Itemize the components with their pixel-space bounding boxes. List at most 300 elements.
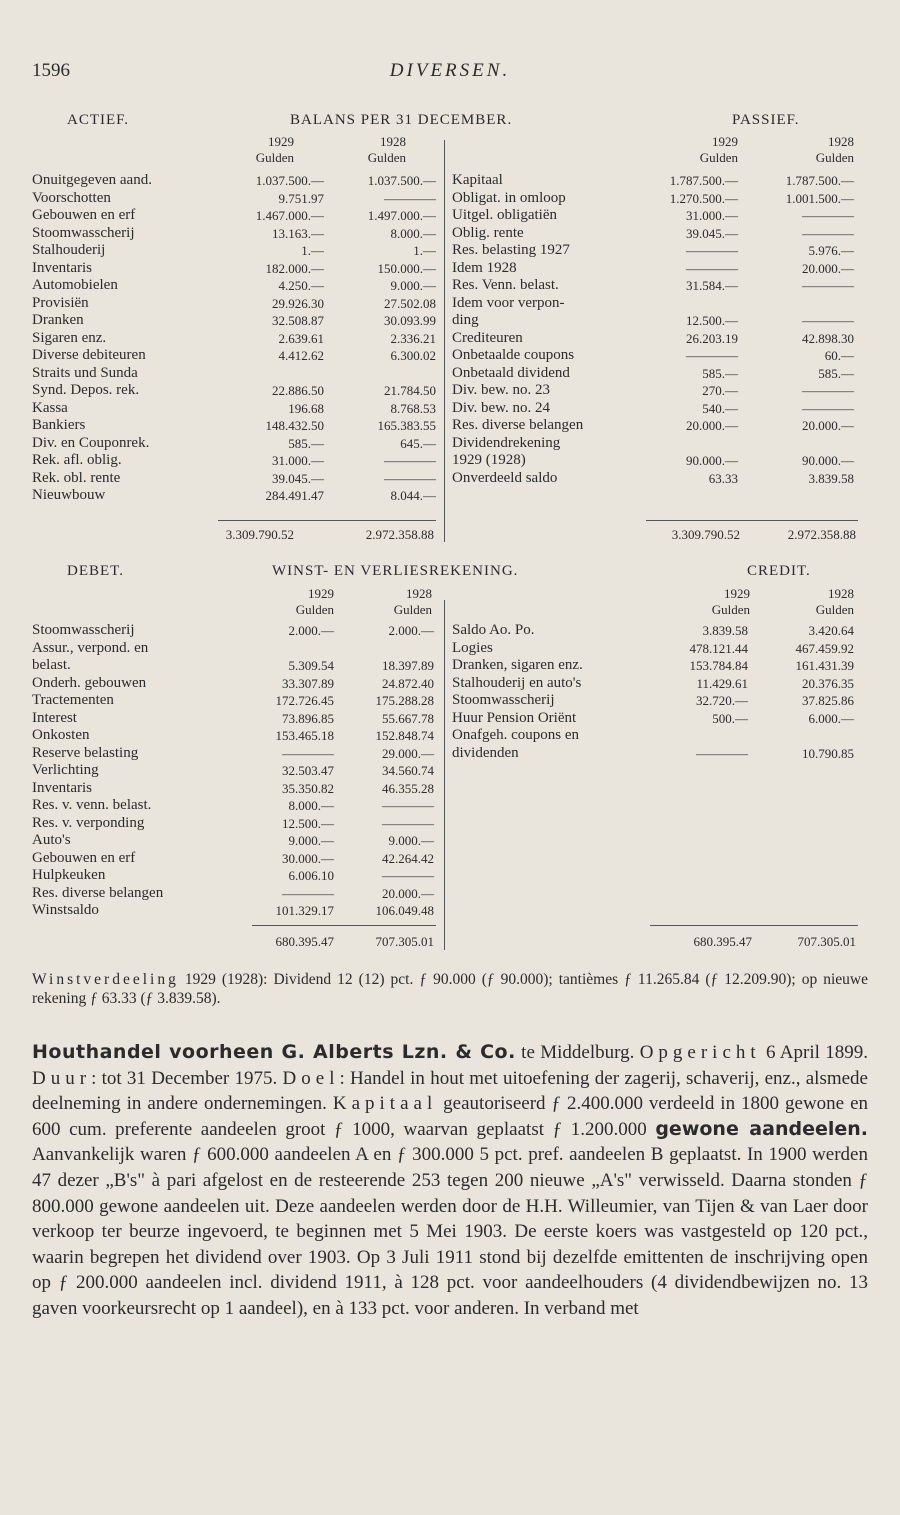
debet-row	[32, 797, 436, 815]
actief-value-1929: 29.926.30	[272, 295, 324, 311]
actief-value-1928: 9.000.—	[390, 278, 436, 293]
passief-value-1928	[740, 435, 856, 453]
balance-title: BALANS PER 31 DECEMBER.	[290, 112, 513, 128]
actief-row	[32, 365, 438, 383]
actief-value-1929: 284.491.47	[265, 488, 324, 503]
passief-label: Idem voor verpon-	[452, 294, 565, 311]
credit-value-1928: 6.000.—	[808, 710, 854, 726]
company-location: te Middelburg.	[515, 1042, 635, 1063]
debet-row	[32, 745, 436, 763]
actief-row	[32, 207, 438, 225]
bold-gewone-aandeelen: gewone aandeelen.	[655, 1117, 868, 1140]
credit-label: Huur Pension Oriënt	[452, 709, 577, 726]
actief-total-1929: 3.309.790.52	[225, 527, 294, 542]
passief-label: Onverdeeld saldo	[452, 469, 558, 486]
actief-row	[32, 277, 438, 295]
label-duur: Duur	[32, 1067, 92, 1089]
actief-label: Bankiers	[32, 417, 86, 433]
credit-value-1929: 478.121.44	[689, 640, 748, 656]
passief-row	[452, 417, 856, 435]
debet-row	[32, 692, 436, 710]
passief-value-1928: ————	[802, 313, 854, 328]
actief-value-1929: 1.—	[301, 243, 324, 258]
actief-value-1929: 148.432.50	[265, 418, 324, 433]
debet-row	[32, 622, 436, 640]
passief-value-1928: ————	[802, 278, 854, 293]
debet-value-1928: ————	[382, 815, 434, 831]
credit-sum-rule	[650, 925, 858, 926]
actief-value-1928	[326, 365, 438, 383]
passief-table	[452, 172, 856, 487]
actief-value-1929: 585.—	[288, 435, 324, 451]
passief-value-1929: 31.000.—	[686, 208, 738, 223]
actief-value-1929: 2.639.61	[278, 330, 324, 346]
credit-value-1928: 3.420.64	[808, 623, 854, 638]
debet-label: Verlichting	[32, 762, 99, 778]
actief-value-1929: 1.037.500.—	[255, 173, 324, 188]
credit-row	[452, 745, 856, 763]
credit-value-1929	[632, 727, 750, 745]
actief-year1-header: 1929 Gulden	[255, 134, 294, 165]
passief-value-1928: 1.001.500.—	[785, 190, 854, 206]
label-opgericht: Opgericht	[639, 1042, 761, 1063]
actief-value-1929: 13.163.—	[272, 225, 324, 241]
credit-label: Saldo Ao. Po.	[452, 622, 535, 638]
debet-label: Hulpkeuken	[32, 867, 106, 883]
actief-value-1929: 32.508.87	[272, 313, 324, 328]
credit-value-1928: 467.459.92	[795, 640, 854, 656]
credit-value-1928	[750, 727, 856, 745]
passief-label: Div. bew. no. 24	[452, 399, 551, 416]
debet-label: Winstsaldo	[32, 902, 99, 918]
debet-value-1929: 35.350.82	[282, 780, 334, 796]
credit-value-1929: 153.784.84	[689, 658, 748, 673]
passief-value-1928: ————	[802, 400, 854, 416]
actief-table	[32, 172, 438, 505]
debet-value-1929: 12.500.—	[282, 815, 334, 831]
credit-label: Stoomwasscherij	[452, 692, 555, 708]
company-article	[32, 1040, 868, 1322]
winstverdeeling-note	[32, 970, 868, 1008]
credit-value-1929: 500.—	[712, 710, 748, 726]
actief-value-1928: 1.037.500.—	[367, 173, 436, 188]
actief-value-1928: ————	[384, 470, 436, 486]
actief-value-1928: 27.502.08	[384, 295, 436, 311]
credit-row	[452, 657, 856, 675]
debet-label: Reserve belasting	[32, 744, 139, 761]
actief-sum-rule	[218, 520, 436, 521]
debet-value-1928: 106.049.48	[375, 903, 434, 918]
actief-label: Inventaris	[32, 259, 92, 276]
actief-label: Onuitgegeven aand.	[32, 172, 152, 188]
actief-value-1929: 9.751.97	[278, 190, 324, 206]
actief-value-1929: 4.412.62	[278, 348, 324, 363]
debet-value-1929: 30.000.—	[282, 850, 334, 866]
pl-divider	[444, 600, 445, 950]
actief-row	[32, 417, 438, 435]
passief-value-1929: 270.—	[702, 383, 738, 398]
debet-value-1928: 34.560.74	[382, 763, 434, 778]
passief-value-1928: 20.000.—	[802, 260, 854, 276]
debet-value-1929: ————	[282, 745, 334, 761]
passief-row	[452, 172, 856, 190]
passief-label: Onbetaalde coupons	[452, 347, 575, 363]
credit-year1-header: 1929 Gulden	[711, 586, 750, 617]
debet-value-1929: 32.503.47	[282, 763, 334, 778]
credit-total-1929: 680.395.47	[693, 934, 752, 949]
text-kapitaal: geautoriseerd ƒ 2.400.000 verdeeld in 1800 gewone en 600 cum. preferente aandeelen groot ƒ 1000, waarvan geplaatst ƒ 1.200.000	[32, 1093, 869, 1140]
actief-value-1929: 39.045.—	[272, 470, 324, 486]
debet-value-1929: 153.465.18	[275, 728, 334, 743]
label-kapitaal: Kapitaal	[332, 1093, 438, 1115]
debet-row	[32, 815, 436, 833]
page-header	[32, 60, 868, 86]
debet-label: Gebouwen en erf	[32, 849, 136, 866]
actief-label: Synd. Depos. rek.	[32, 382, 140, 398]
passief-value-1929: 540.—	[702, 400, 738, 416]
actief-value-1929: 4.250.—	[278, 278, 324, 293]
text-duur: : tot 31 December 1975.	[91, 1067, 283, 1089]
passief-value-1929	[628, 435, 740, 453]
actief-row	[32, 382, 438, 400]
company-name: Houthandel voorheen G. Alberts Lzn. & Co.	[32, 1041, 516, 1063]
actief-label: Nieuwbouw	[32, 487, 106, 503]
debet-label: Auto's	[32, 832, 71, 848]
credit-value-1928: 10.790.85	[802, 745, 854, 761]
passief-label: Crediteuren	[452, 329, 523, 346]
actief-row	[32, 487, 438, 505]
debet-total-1928: 707.305.01	[375, 934, 434, 949]
passief-label: Div. bew. no. 23	[452, 382, 551, 398]
debet-value-1928: ————	[382, 868, 434, 883]
credit-heading: CREDIT.	[747, 563, 811, 579]
winstverdeeling-text: 1929 (1928): Dividend 12 (12) pct. ƒ 90.000 (ƒ 90.000); tantièmes ƒ 11.265.84 (ƒ 12.209.90); op nieuwe rekening ƒ 63.33 (ƒ 3.839.58).	[32, 971, 868, 1007]
actief-label: Provisiën	[32, 294, 89, 311]
passief-value-1928: ————	[802, 383, 854, 398]
debet-row	[32, 710, 436, 728]
debet-value-1929: 9.000.—	[288, 833, 334, 848]
debet-heading: DEBET.	[67, 563, 124, 579]
debet-label: Stoomwasscherij	[32, 622, 135, 638]
actief-value-1928: 8.044.—	[390, 488, 436, 503]
credit-label: Logies	[452, 639, 493, 656]
debet-row	[32, 832, 436, 850]
text-history: Aanvankelijk waren ƒ 600.000 aandeelen A en ƒ 300.000 5 pct. pref. aandeelen B geplaatst. In 1900 werden 47 dezer „B's" à pari afgelost en de resteerende 253 tegen 200 nieuwe „A's" verwisseld. Daarna stonden ƒ 800.000 gewone aandeelen uit. Deze aandeelen werden door de H.H. Willeumier, van Tijen & van Laer door verkoop ter beurze ingevoerd, te beginnen met 5 Mei 1903. De eerste koers was vastgesteld op 120 pct., waarin begrepen het dividend over 1903. Op 3 Juli 1911 stond bij dezelfde emittenten de inschrijving open op ƒ 200.000 aandeelen incl. dividend 1911, à 128 pct. voor aandeelhouders (4 dividendbewijzen no. 13 gaven voorkeursrecht op 1 aandeel), en à 133 pct. voor anderen. In verband met	[32, 1144, 868, 1319]
passief-value-1929: 12.500.—	[686, 313, 738, 328]
passief-row	[452, 260, 856, 278]
text-doel: : Handel in hout met uitoefening der zagerij, schaverij, enz., alsmede deelneming in andere ondernemingen.	[32, 1067, 868, 1115]
debet-value-1929: 33.307.89	[282, 675, 334, 691]
debet-value-1928: 18.397.89	[382, 658, 434, 673]
balance-divider	[444, 140, 445, 542]
passief-value-1928: 20.000.—	[802, 418, 854, 433]
page-number: 1596	[32, 60, 70, 81]
passief-label: Kapitaal	[452, 172, 503, 188]
debet-label: Res. v. verponding	[32, 814, 145, 831]
actief-value-1929: 22.886.50	[272, 383, 324, 398]
passief-year1-header: 1929 Gulden	[699, 134, 738, 165]
credit-row	[452, 727, 856, 745]
actief-value-1928: 1.—	[413, 243, 436, 258]
passief-label: Res. belasting 1927	[452, 242, 570, 258]
passief-row	[452, 435, 856, 453]
actief-value-1928: 8.768.53	[390, 400, 436, 416]
actief-value-1928: 6.300.02	[390, 348, 436, 363]
debet-value-1928: 2.000.—	[388, 623, 434, 638]
debet-value-1929: 73.896.85	[282, 710, 334, 726]
passief-row	[452, 225, 856, 243]
credit-label: Stalhouderij en auto's	[452, 674, 582, 691]
passief-value-1928: ————	[802, 208, 854, 223]
pl-title: WINST- EN VERLIESREKENING.	[272, 563, 519, 579]
debet-value-1928: 152.848.74	[375, 728, 434, 743]
debet-row	[32, 867, 436, 885]
actief-value-1928: 30.093.99	[384, 313, 436, 328]
debet-value-1928: 20.000.—	[382, 885, 434, 901]
actief-label: Rek. obl. rente	[32, 469, 121, 486]
actief-value-1929	[216, 365, 326, 383]
credit-table	[452, 622, 856, 762]
debet-value-1928	[336, 640, 436, 658]
passief-label: Res. diverse belangen	[452, 417, 584, 433]
actief-row	[32, 435, 438, 453]
passief-label: Onbetaald dividend	[452, 364, 570, 381]
debet-label: Interest	[32, 709, 77, 726]
credit-label: dividenden	[452, 744, 519, 761]
passief-value-1929: 90.000.—	[686, 453, 738, 468]
passief-row	[452, 452, 856, 470]
passief-value-1929: ————	[686, 348, 738, 363]
passief-value-1928: 42.898.30	[802, 330, 854, 346]
debet-year1-header: 1929 Gulden	[295, 586, 334, 617]
debet-value-1928: 175.288.28	[375, 693, 434, 708]
actief-row	[32, 225, 438, 243]
passief-row	[452, 382, 856, 400]
actief-value-1928: 645.—	[400, 435, 436, 451]
actief-total-1928: 2.972.358.88	[365, 527, 434, 542]
debet-row	[32, 657, 436, 675]
actief-label: Stoomwasscherij	[32, 224, 135, 241]
actief-label: Voorschotten	[32, 189, 111, 206]
passief-row	[452, 365, 856, 383]
credit-total-1928: 707.305.01	[797, 934, 856, 949]
passief-value-1928: 90.000.—	[802, 453, 854, 468]
actief-label: Sigaren enz.	[32, 329, 107, 346]
actief-value-1929: 31.000.—	[272, 453, 324, 468]
passief-value-1929: 31.584.—	[686, 278, 738, 293]
debet-row	[32, 727, 436, 745]
debet-label: Res. v. venn. belast.	[32, 797, 152, 813]
debet-year2-header: 1928 Gulden	[393, 586, 432, 617]
passief-value-1929: 39.045.—	[686, 225, 738, 241]
passief-label: Res. Venn. belast.	[452, 277, 559, 293]
passief-value-1928: 60.—	[824, 348, 854, 363]
debet-total-1929: 680.395.47	[275, 934, 334, 949]
debet-value-1928: 24.872.40	[382, 675, 434, 691]
debet-value-1928: 42.264.42	[382, 850, 434, 866]
credit-value-1929: 11.429.61	[696, 675, 748, 691]
credit-row	[452, 692, 856, 710]
actief-value-1929: 182.000.—	[265, 260, 324, 276]
credit-row	[452, 675, 856, 693]
passief-total-1928: 2.972.358.88	[787, 527, 856, 542]
debet-value-1929: 101.329.17	[275, 903, 334, 918]
actief-row	[32, 242, 438, 260]
actief-value-1928: 21.784.50	[384, 383, 436, 398]
passief-value-1929: 63.33	[708, 470, 738, 486]
text-opgericht: 6 April 1899.	[760, 1042, 868, 1063]
credit-value-1928: 20.376.35	[802, 675, 854, 691]
credit-value-1929: 32.720.—	[696, 693, 748, 708]
actief-row	[32, 452, 438, 470]
passief-label: Dividendrekening	[452, 434, 561, 451]
debet-value-1929: 2.000.—	[288, 623, 334, 638]
credit-label: Dranken, sigaren enz.	[452, 657, 583, 673]
credit-value-1928: 161.431.39	[795, 658, 854, 673]
winstverdeeling-label: Winstverdeeling	[32, 971, 179, 988]
passief-row	[452, 347, 856, 365]
passief-total-1929: 3.309.790.52	[671, 527, 740, 542]
passief-value-1929: ————	[686, 243, 738, 258]
passief-label: Idem 1928	[452, 259, 517, 276]
debet-label: Inventaris	[32, 779, 92, 796]
actief-label: Dranken	[32, 312, 84, 328]
actief-value-1928: 150.000.—	[377, 260, 436, 276]
passief-value-1929: 26.203.19	[686, 330, 738, 346]
passief-value-1928: 5.976.—	[808, 243, 854, 258]
actief-label: Gebouwen en erf	[32, 207, 136, 223]
debet-value-1929: 5.309.54	[288, 658, 334, 673]
passief-row	[452, 470, 856, 488]
passief-row	[452, 312, 856, 330]
actief-value-1929: 1.467.000.—	[255, 208, 324, 223]
actief-label: Stalhouderij	[32, 242, 106, 258]
passief-label: Oblig. rente	[452, 224, 524, 241]
actief-value-1928: 165.383.55	[377, 418, 436, 433]
pl-headings	[32, 563, 868, 585]
debet-row	[32, 885, 436, 903]
passief-value-1928: 585.—	[818, 365, 854, 381]
passief-year2-header: 1928 Gulden	[815, 134, 854, 165]
debet-row	[32, 640, 436, 658]
running-title: DIVERSEN.	[389, 60, 511, 81]
debet-value-1928: 46.355.28	[382, 780, 434, 796]
balance-headings	[32, 112, 868, 134]
actief-heading: ACTIEF.	[67, 112, 130, 128]
actief-value-1928: ————	[384, 453, 436, 468]
actief-label: Automobielen	[32, 277, 118, 293]
passief-sum-rule	[646, 520, 858, 521]
debet-label: belast.	[32, 657, 71, 673]
actief-label: Rek. afl. oblig.	[32, 452, 122, 468]
actief-row	[32, 330, 438, 348]
passief-row	[452, 277, 856, 295]
passief-row	[452, 242, 856, 260]
credit-row	[452, 710, 856, 728]
debet-value-1929: 6.006.10	[288, 868, 334, 883]
debet-label: Onderh. gebouwen	[32, 674, 147, 691]
label-doel: Doel	[282, 1067, 340, 1089]
actief-label: Straits und Sunda	[32, 364, 138, 381]
actief-value-1928: 2.336.21	[390, 330, 436, 346]
passief-row	[452, 330, 856, 348]
actief-row	[32, 260, 438, 278]
debet-label: Assur., verpond. en	[32, 639, 149, 656]
debet-row	[32, 675, 436, 693]
passief-value-1929	[628, 295, 740, 313]
passief-row	[452, 190, 856, 208]
passief-row	[452, 295, 856, 313]
passief-value-1928: ————	[802, 225, 854, 241]
actief-row	[32, 347, 438, 365]
actief-value-1928: ————	[384, 190, 436, 206]
actief-row	[32, 400, 438, 418]
passief-value-1928: 1.787.500.—	[785, 173, 854, 188]
credit-value-1928: 37.825.86	[802, 693, 854, 708]
actief-row	[32, 190, 438, 208]
passief-label: Uitgel. obligatiën	[452, 207, 557, 223]
passief-value-1928: 3.839.58	[808, 470, 854, 486]
passief-value-1929: 1.270.500.—	[669, 190, 738, 206]
debet-label: Onkosten	[32, 727, 90, 743]
debet-row	[32, 762, 436, 780]
credit-label: Onafgeh. coupons en	[452, 727, 580, 743]
debet-value-1928: 29.000.—	[382, 745, 434, 761]
actief-row	[32, 470, 438, 488]
passief-heading: PASSIEF.	[732, 112, 800, 128]
passief-label: Obligat. in omloop	[452, 189, 566, 206]
debet-value-1928: ————	[382, 798, 434, 813]
debet-value-1929: 8.000.—	[288, 798, 334, 813]
actief-year2-header: 1928 Gulden	[367, 134, 406, 165]
passief-value-1928	[740, 295, 856, 313]
actief-value-1928: 1.497.000.—	[367, 208, 436, 223]
credit-value-1929: ————	[696, 745, 748, 761]
credit-row	[452, 640, 856, 658]
passief-value-1929: 1.787.500.—	[669, 173, 738, 188]
debet-value-1929: ————	[282, 885, 334, 901]
debet-value-1928: 55.667.78	[382, 710, 434, 726]
passief-value-1929: 20.000.—	[686, 418, 738, 433]
debet-sum-rule	[252, 925, 436, 926]
actief-label: Diverse debiteuren	[32, 347, 146, 363]
actief-label: Div. en Couponrek.	[32, 434, 150, 451]
debet-value-1929: 172.726.45	[275, 693, 334, 708]
passief-value-1929: 585.—	[702, 365, 738, 381]
actief-row	[32, 295, 438, 313]
debet-table	[32, 622, 436, 920]
credit-year2-header: 1928 Gulden	[815, 586, 854, 617]
debet-row	[32, 780, 436, 798]
actief-row	[32, 312, 438, 330]
passief-label: 1929 (1928)	[452, 452, 526, 468]
debet-value-1929	[252, 640, 336, 658]
debet-value-1928: 9.000.—	[388, 833, 434, 848]
passief-row	[452, 400, 856, 418]
passief-value-1929: ————	[686, 260, 738, 276]
passief-row	[452, 207, 856, 225]
debet-row	[32, 850, 436, 868]
passief-label: ding	[452, 312, 479, 328]
actief-row	[32, 172, 438, 190]
debet-label: Res. diverse belangen	[32, 884, 164, 901]
credit-row	[452, 622, 856, 640]
actief-value-1928: 8.000.—	[390, 225, 436, 241]
debet-label: Tractementen	[32, 692, 114, 708]
credit-value-1929: 3.839.58	[702, 623, 748, 638]
debet-row	[32, 902, 436, 920]
actief-value-1929: 196.68	[288, 400, 324, 416]
